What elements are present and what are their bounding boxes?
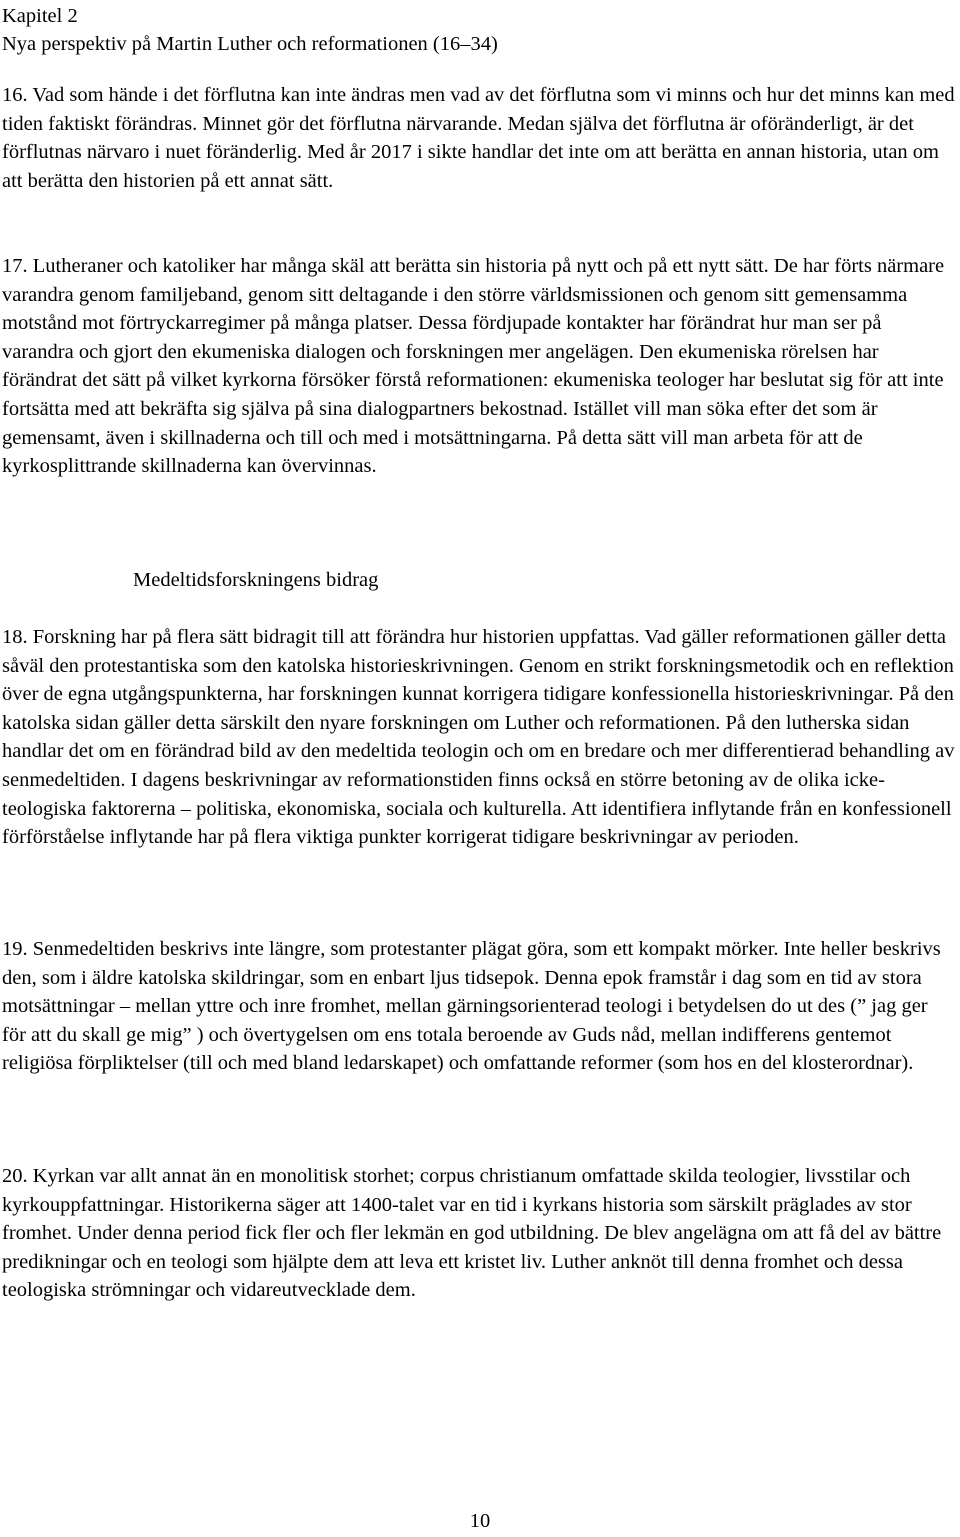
page-number: 10	[469, 1510, 491, 1532]
chapter-header	[2, 2, 942, 58]
section-heading: Medeltidsforskningens bidrag	[133, 569, 379, 591]
paragraph-16: 16. Vad som hände i det förflutna kan inte ändras men vad av det förflutna som vi minns och hur det minns kan med tiden faktiskt förändras. Minnet gör det förflutna närvarande. Medan själva det förflutna är oföränderligt, är det förflutnas närvaro i nuet föränderlig. Med år 2017 i sikte handlar det inte om att berätta en annan historia, utan om att berätta den historien på ett annat sätt.	[2, 84, 955, 192]
paragraph-19: 19. Senmedeltiden beskrivs inte längre, som protestanter plägat göra, som ett kompakt mörker. Inte heller beskrivs den, som i äldre katolska skildringar, som en enbart ljus tidsepok. Denna epok framstår i dag som en tid av stora motsättningar – mellan yttre och inre fromhet, mellan gärningsorienterad teologi i betydelsen do ut des (” jag ger för att du skall ge mig” ) och övertygelsen om ens totala beroende av Guds nåd, mellan indifferens gentemot religiösa förpliktelser (till och med bland ledarskapet) och omfattande reformer (som hos en del klosterordnar).	[2, 938, 941, 1075]
chapter-label: Kapitel 2	[2, 5, 78, 27]
paragraph-18: 18. Forskning har på flera sätt bidragit till att förändra hur historien uppfattas. Vad gäller reformationen gäller detta såväl den protestantiska som den katolska historieskrivningen. Genom en strikt forskningsmetodik och en reflektion över de egna utgångspunkterna, har forskningen kunnat korrigera tidigare konfessionella historieskrivningar. På den katolska sidan gäller detta särskilt den nyare forskningen om Luther och reformationen. På den lutherska sidan handlar det om en förändrad bild av den medeltida teologin och om en bredare och mer differentierad behandling av senmedeltiden. I dagens beskrivningar av reformationstiden finns också en större betoning av de olika icke-teologiska faktorerna – politiska, ekonomiska, sociala och kulturella. Att identifiera inflytande från en konfessionell förförståelse inflytande har på flera viktiga punkter korrigerat tidigare beskrivningar av perioden.	[2, 626, 955, 849]
chapter-title: Nya perspektiv på Martin Luther och reformationen (16–34)	[2, 33, 498, 55]
paragraph-17: 17. Lutheraner och katoliker har många skäl att berätta sin historia på nytt och på ett nytt sätt. De har förts närmare varandra genom familjeband, genom sitt deltagande i den större världsmissionen och genom sitt gemensamma motstånd mot förtryckarregimer på många platser. Dessa fördjupade kontakter har förändrat hur man ser på varandra och gjort den ekumeniska dialogen och forskningen mer angelägen. Den ekumeniska rörelsen har förändrat det sätt på vilket kyrkorna försöker förstå reformationen: ekumeniska teologer har beslutat sig för att inte fortsätta med att bekräfta sig själva på sina dialogpartners bekostnad. Istället vill man söka efter det som är gemensamt, även i skillnaderna och till och med i motsättningarna. På detta sätt vill man arbeta för att de kyrkosplittrande skillnaderna kan övervinnas.	[2, 255, 945, 478]
paragraph-20: 20. Kyrkan var allt annat än en monolitisk storhet; corpus christianum omfattade skilda teologier, livsstilar och kyrkouppfattningar. Historikerna säger att 1400-talet var en tid i kyrkans historia som särskilt präglades av stor fromhet. Under denna period fick fler och fler lekmän en god utbildning. De blev angelägna om att få del av bättre predikningar och en teologi som hjälpte dem att leva ett kristet liv. Luther anknöt till denna fromhet och dessa teologiska strömningar och vidareutvecklade dem.	[2, 1165, 942, 1302]
